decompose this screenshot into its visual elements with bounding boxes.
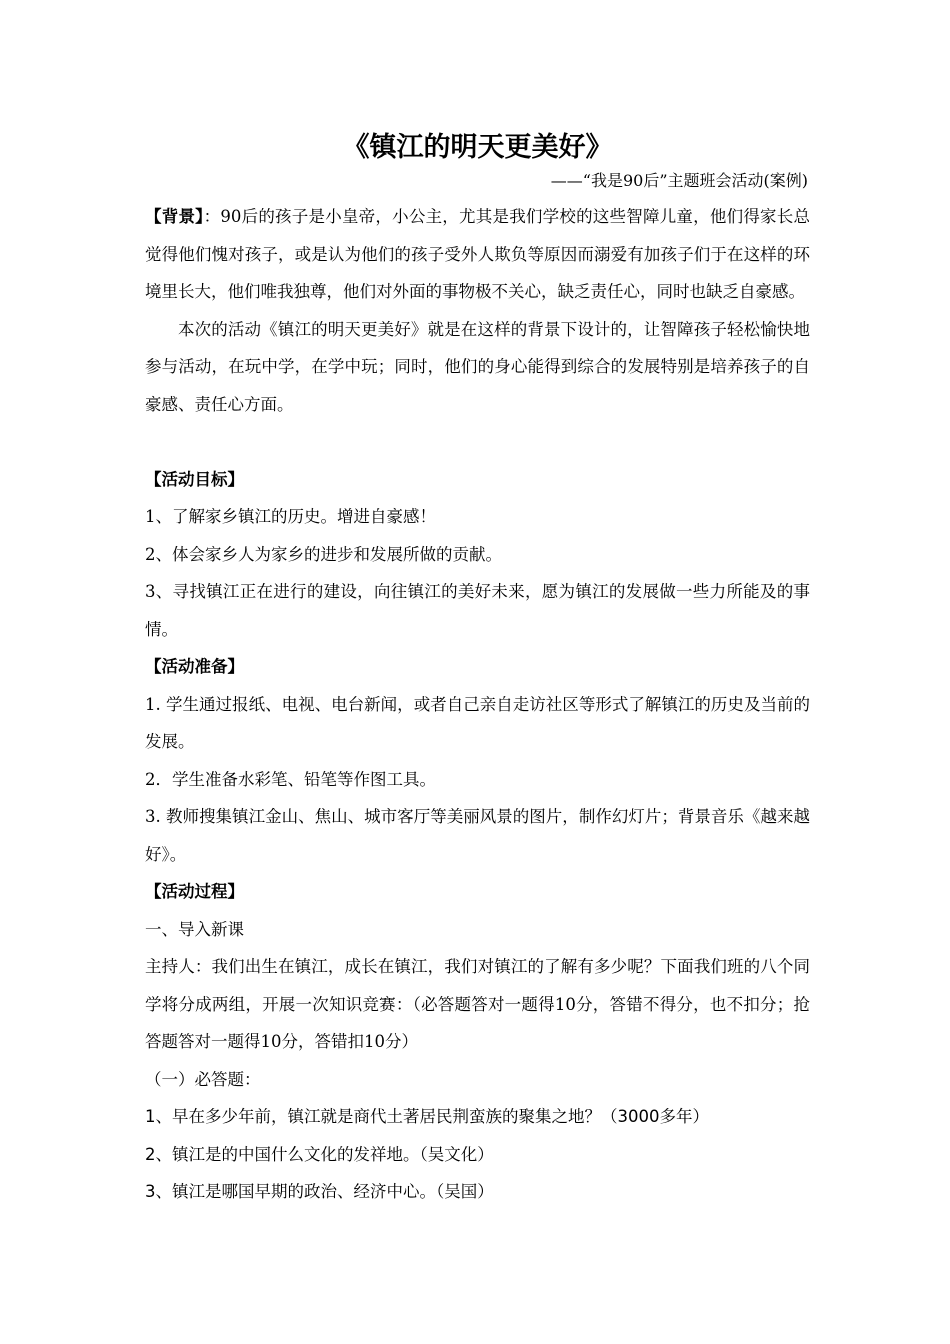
question-text: 、镇江是哪国早期的政治、经济中心。（吴国）: [155, 1182, 494, 1201]
process-section-1: 一、导入新课: [145, 919, 244, 939]
host-text: 主持人：我们出生在镇江，成长在镇江，我们对镇江的了解有多少呢？下面我们班的八个同学将分成两组，开展一次知识竞赛：（必答题答对一题得10分，答错不得分，也不扣分；抢答题答对一题得10分，答错扣10分）: [145, 957, 810, 1051]
question-text: 、镇江是的中国什么文化的发祥地。（吴文化）: [155, 1144, 494, 1164]
question-answer-tail: 多年）: [659, 1107, 709, 1126]
blank-line: [145, 423, 810, 461]
question-item: [145, 1136, 810, 1174]
preparation-item: 1. 学生通过报纸、电视、电台新闻，或者自己亲自走访社区等形式了解镇江的历史及当前的发展。: [145, 694, 810, 751]
goal-item: 3、寻找镇江正在进行的建设，向往镇江的美好未来，愿为镇江的发展做一些力所能及的事情。: [145, 582, 810, 639]
question-number: 1: [145, 1107, 156, 1126]
goal-item: 2、体会家乡人为家乡的进步和发展所做的贡献。: [145, 544, 502, 564]
background-text: ：90后的孩子是小皇帝，小公主，尤其是我们学校的这些智障儿童，他们得家长总觉得他们愧对孩子，或是认为他们的孩子受外人欺负等原因而溺爱有加孩子们于在这样的环境里长大，他们唯我独尊，他们对外面的事物极不关心，缺乏责任心，同时也缺乏自豪感。: [145, 207, 811, 301]
preparation-item: 2．学生准备水彩笔、铅笔等作图工具。: [145, 769, 436, 789]
preparation-item: 3. 教师搜集镇江金山、焦山、城市客厅等美丽风景的图片，制作幻灯片；背景音乐《越来越好》。: [145, 807, 810, 864]
question-item: [145, 1098, 810, 1136]
goals-heading: 【活动目标】: [145, 469, 244, 489]
question-answer-number: 3000: [617, 1107, 660, 1126]
background-label: 【背景】: [145, 207, 204, 226]
goal-item: 1、了解家乡镇江的历史。增进自豪感！: [145, 507, 436, 526]
preparation-heading: 【活动准备】: [145, 657, 244, 676]
background-paragraph-2: 本次的活动《镇江的明天更美好》就是在这样的背景下设计的，让智障孩子轻松愉快地参与活动，在玩中学，在学中玩；同时，他们的身心能得到综合的发展特别是培养孩子的自豪感、责任心方面。: [145, 319, 810, 414]
document-title: 《镇江的明天更美好》: [342, 132, 613, 163]
background-paragraph-1: [145, 198, 810, 311]
document-subtitle: ——“我是90后”主题班会活动(案例): [550, 171, 808, 190]
question-number: 2: [145, 1144, 156, 1164]
document-page: [145, 128, 810, 1211]
question-text: 、早在多少年前，镇江就是商代土著居民荆蛮族的聚集之地？（: [155, 1107, 618, 1126]
question-item: [145, 1173, 810, 1211]
process-heading: 【活动过程】: [145, 882, 244, 901]
question-number: 3: [145, 1182, 156, 1201]
required-questions-label: （一）必答题：: [145, 1069, 261, 1089]
